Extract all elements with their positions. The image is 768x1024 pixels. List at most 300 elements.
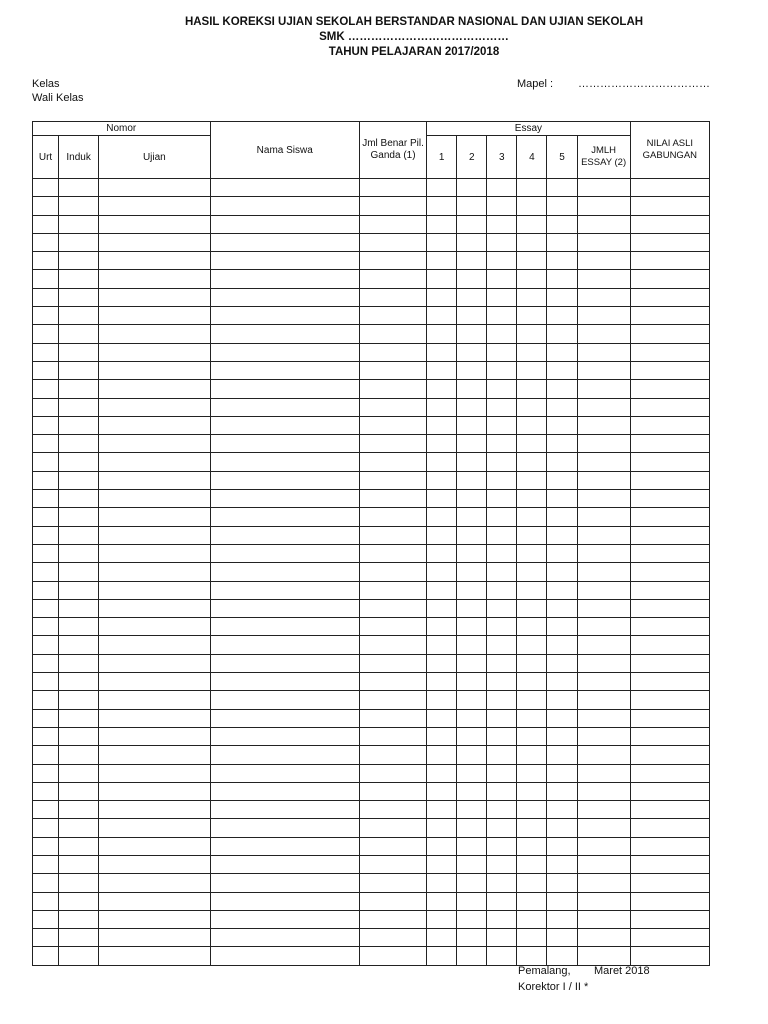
table-cell xyxy=(33,233,59,251)
table-cell xyxy=(630,179,709,197)
table-cell xyxy=(359,801,426,819)
table-cell xyxy=(517,490,547,508)
table-cell xyxy=(517,471,547,489)
table-cell xyxy=(630,746,709,764)
table-cell xyxy=(457,252,487,270)
table-cell xyxy=(59,910,99,928)
table-cell xyxy=(59,490,99,508)
table-cell xyxy=(99,727,210,745)
table-cell xyxy=(59,746,99,764)
table-cell xyxy=(210,947,359,965)
table-cell xyxy=(59,636,99,654)
table-cell xyxy=(359,453,426,471)
table-cell xyxy=(517,307,547,325)
table-cell xyxy=(457,691,487,709)
table-cell xyxy=(59,380,99,398)
table-cell xyxy=(547,453,577,471)
table-cell xyxy=(517,398,547,416)
table-cell xyxy=(577,599,630,617)
table-cell xyxy=(457,801,487,819)
table-cell xyxy=(359,581,426,599)
table-cell xyxy=(210,636,359,654)
table-cell xyxy=(427,855,457,873)
table-cell xyxy=(547,691,577,709)
table-cell xyxy=(427,197,457,215)
table-cell xyxy=(547,801,577,819)
table-cell xyxy=(359,874,426,892)
table-cell xyxy=(577,855,630,873)
table-cell xyxy=(457,599,487,617)
table-cell xyxy=(577,673,630,691)
table-cell xyxy=(577,343,630,361)
table-cell xyxy=(99,288,210,306)
table-cell xyxy=(630,855,709,873)
table-row xyxy=(33,215,710,233)
table-cell xyxy=(547,599,577,617)
table-cell xyxy=(59,874,99,892)
table-cell xyxy=(99,453,210,471)
table-cell xyxy=(547,746,577,764)
table-cell xyxy=(457,874,487,892)
table-cell xyxy=(487,636,517,654)
table-cell xyxy=(33,654,59,672)
table-cell xyxy=(457,581,487,599)
table-cell xyxy=(359,398,426,416)
table-cell xyxy=(427,343,457,361)
table-cell xyxy=(427,599,457,617)
table-cell xyxy=(547,416,577,434)
table-cell xyxy=(487,581,517,599)
table-cell xyxy=(577,215,630,233)
table-cell xyxy=(630,618,709,636)
table-cell xyxy=(99,435,210,453)
table-cell xyxy=(630,398,709,416)
table-cell xyxy=(359,947,426,965)
table-cell xyxy=(99,416,210,434)
table-cell xyxy=(210,673,359,691)
table-cell xyxy=(359,435,426,453)
table-cell xyxy=(547,307,577,325)
table-cell xyxy=(59,471,99,489)
table-row xyxy=(33,361,710,379)
table-cell xyxy=(487,380,517,398)
table-cell xyxy=(547,288,577,306)
table-cell xyxy=(487,453,517,471)
table-cell xyxy=(99,819,210,837)
table-cell xyxy=(99,343,210,361)
table-cell xyxy=(487,746,517,764)
table-cell xyxy=(487,197,517,215)
table-cell xyxy=(210,416,359,434)
table-cell xyxy=(547,819,577,837)
table-cell xyxy=(99,654,210,672)
table-cell xyxy=(577,910,630,928)
table-cell xyxy=(630,819,709,837)
table-cell xyxy=(457,416,487,434)
table-cell xyxy=(487,709,517,727)
table-cell xyxy=(427,435,457,453)
table-cell xyxy=(99,233,210,251)
table-cell xyxy=(59,929,99,947)
table-cell xyxy=(210,654,359,672)
table-cell xyxy=(547,673,577,691)
table-cell xyxy=(59,563,99,581)
table-cell xyxy=(99,618,210,636)
table-row xyxy=(33,764,710,782)
table-cell xyxy=(427,709,457,727)
table-cell xyxy=(457,233,487,251)
table-cell xyxy=(517,270,547,288)
table-cell xyxy=(427,691,457,709)
table-cell xyxy=(359,233,426,251)
table-cell xyxy=(427,453,457,471)
table-cell xyxy=(33,764,59,782)
table-cell xyxy=(517,343,547,361)
table-cell xyxy=(630,691,709,709)
table-cell xyxy=(59,416,99,434)
table-cell xyxy=(33,746,59,764)
table-cell xyxy=(517,654,547,672)
table-cell xyxy=(359,673,426,691)
table-cell xyxy=(210,325,359,343)
table-cell xyxy=(547,929,577,947)
table-cell xyxy=(59,709,99,727)
table-cell xyxy=(210,435,359,453)
table-cell xyxy=(630,453,709,471)
table-cell xyxy=(33,727,59,745)
table-cell xyxy=(427,581,457,599)
table-cell xyxy=(59,508,99,526)
table-cell xyxy=(577,709,630,727)
header-essay-2: 2 xyxy=(457,136,487,179)
table-cell xyxy=(457,892,487,910)
table-row xyxy=(33,398,710,416)
table-cell xyxy=(487,910,517,928)
table-cell xyxy=(547,636,577,654)
table-cell xyxy=(630,361,709,379)
table-cell xyxy=(457,746,487,764)
table-cell xyxy=(359,654,426,672)
table-cell xyxy=(59,618,99,636)
table-cell xyxy=(547,215,577,233)
table-cell xyxy=(59,819,99,837)
table-row xyxy=(33,325,710,343)
table-cell xyxy=(427,288,457,306)
table-cell xyxy=(457,929,487,947)
table-cell xyxy=(457,727,487,745)
table-cell xyxy=(547,325,577,343)
table-cell xyxy=(359,837,426,855)
table-cell xyxy=(487,782,517,800)
table-cell xyxy=(577,929,630,947)
header-jmlh-essay: JMLH ESSAY (2) xyxy=(577,136,630,179)
table-cell xyxy=(427,764,457,782)
table-cell xyxy=(517,727,547,745)
table-cell xyxy=(59,654,99,672)
table-cell xyxy=(487,563,517,581)
table-cell xyxy=(359,618,426,636)
table-row xyxy=(33,179,710,197)
table-cell xyxy=(210,215,359,233)
table-cell xyxy=(33,691,59,709)
table-cell xyxy=(99,581,210,599)
table-cell xyxy=(577,471,630,489)
table-cell xyxy=(59,398,99,416)
table-cell xyxy=(359,563,426,581)
table-cell xyxy=(457,215,487,233)
table-cell xyxy=(33,380,59,398)
header-essay-5: 5 xyxy=(547,136,577,179)
table-row xyxy=(33,727,710,745)
table-cell xyxy=(457,855,487,873)
table-cell xyxy=(33,490,59,508)
table-cell xyxy=(99,709,210,727)
table-cell xyxy=(547,233,577,251)
table-cell xyxy=(33,288,59,306)
table-cell xyxy=(517,855,547,873)
table-cell xyxy=(359,764,426,782)
table-cell xyxy=(33,270,59,288)
table-cell xyxy=(33,910,59,928)
table-cell xyxy=(59,288,99,306)
table-cell xyxy=(457,361,487,379)
table-cell xyxy=(630,435,709,453)
table-cell xyxy=(517,801,547,819)
table-cell xyxy=(210,746,359,764)
table-cell xyxy=(427,910,457,928)
table-cell xyxy=(427,416,457,434)
table-cell xyxy=(547,709,577,727)
table-cell xyxy=(210,581,359,599)
header-nama-siswa: Nama Siswa xyxy=(210,122,359,179)
table-cell xyxy=(427,618,457,636)
table-cell xyxy=(59,837,99,855)
table-cell xyxy=(99,764,210,782)
table-row xyxy=(33,892,710,910)
table-cell xyxy=(99,929,210,947)
table-cell xyxy=(487,837,517,855)
table-cell xyxy=(517,947,547,965)
kelas-label: Kelas xyxy=(32,78,60,90)
table-cell xyxy=(577,544,630,562)
table-cell xyxy=(577,398,630,416)
table-cell xyxy=(577,325,630,343)
table-row xyxy=(33,874,710,892)
table-cell xyxy=(517,288,547,306)
table-cell xyxy=(517,618,547,636)
table-row xyxy=(33,453,710,471)
table-cell xyxy=(33,837,59,855)
table-cell xyxy=(487,508,517,526)
header-induk: Induk xyxy=(59,136,99,179)
table-cell xyxy=(59,435,99,453)
table-cell xyxy=(577,252,630,270)
table-cell xyxy=(487,801,517,819)
table-cell xyxy=(210,380,359,398)
table-cell xyxy=(547,764,577,782)
header-jml-benar: Jml Benar Pil. Ganda (1) xyxy=(359,122,426,179)
table-cell xyxy=(33,874,59,892)
table-cell xyxy=(359,471,426,489)
table-row xyxy=(33,929,710,947)
table-cell xyxy=(33,782,59,800)
table-cell xyxy=(427,782,457,800)
header-essay-1: 1 xyxy=(427,136,457,179)
table-cell xyxy=(517,252,547,270)
table-cell xyxy=(210,270,359,288)
table-cell xyxy=(427,654,457,672)
table-cell xyxy=(210,361,359,379)
table-cell xyxy=(210,252,359,270)
table-cell xyxy=(577,618,630,636)
table-cell xyxy=(577,727,630,745)
table-cell xyxy=(547,855,577,873)
table-cell xyxy=(630,288,709,306)
table-cell xyxy=(59,361,99,379)
table-cell xyxy=(487,325,517,343)
table-cell xyxy=(210,544,359,562)
table-cell xyxy=(210,727,359,745)
table-cell xyxy=(577,526,630,544)
table-row xyxy=(33,563,710,581)
table-cell xyxy=(630,654,709,672)
table-cell xyxy=(630,270,709,288)
table-cell xyxy=(427,307,457,325)
table-row xyxy=(33,636,710,654)
table-cell xyxy=(359,892,426,910)
table-cell xyxy=(457,508,487,526)
table-cell xyxy=(457,380,487,398)
table-row xyxy=(33,252,710,270)
table-cell xyxy=(359,746,426,764)
table-cell xyxy=(487,270,517,288)
table-row xyxy=(33,435,710,453)
table-cell xyxy=(33,709,59,727)
table-cell xyxy=(547,361,577,379)
table-cell xyxy=(577,947,630,965)
table-cell xyxy=(577,636,630,654)
table-cell xyxy=(630,307,709,325)
table-cell xyxy=(427,398,457,416)
footer-korektor: Korektor I / II * xyxy=(518,981,589,993)
table-cell xyxy=(210,179,359,197)
table-cell xyxy=(457,453,487,471)
table-cell xyxy=(33,544,59,562)
table-cell xyxy=(517,361,547,379)
table-cell xyxy=(99,361,210,379)
table-cell xyxy=(487,727,517,745)
table-cell xyxy=(457,471,487,489)
table-cell xyxy=(517,764,547,782)
table-cell xyxy=(210,398,359,416)
table-row xyxy=(33,837,710,855)
table-cell xyxy=(210,288,359,306)
table-cell xyxy=(59,179,99,197)
table-cell xyxy=(359,508,426,526)
table-row xyxy=(33,380,710,398)
table-cell xyxy=(59,691,99,709)
table-cell xyxy=(359,179,426,197)
table-cell xyxy=(547,782,577,800)
table-cell xyxy=(359,709,426,727)
table-cell xyxy=(359,380,426,398)
table-cell xyxy=(547,526,577,544)
table-cell xyxy=(210,508,359,526)
table-row xyxy=(33,343,710,361)
table-cell xyxy=(99,380,210,398)
table-cell xyxy=(59,782,99,800)
table-cell xyxy=(99,398,210,416)
table-cell xyxy=(487,691,517,709)
table-row xyxy=(33,197,710,215)
table-cell xyxy=(517,544,547,562)
table-cell xyxy=(33,471,59,489)
table-cell xyxy=(359,636,426,654)
table-cell xyxy=(359,782,426,800)
table-cell xyxy=(630,837,709,855)
table-cell xyxy=(210,819,359,837)
table-body xyxy=(33,179,710,966)
table-cell xyxy=(457,819,487,837)
table-cell xyxy=(547,837,577,855)
table-cell xyxy=(630,490,709,508)
table-cell xyxy=(457,673,487,691)
table-cell xyxy=(210,599,359,617)
table-cell xyxy=(33,325,59,343)
table-cell xyxy=(630,782,709,800)
table-cell xyxy=(99,801,210,819)
table-row xyxy=(33,855,710,873)
table-cell xyxy=(517,197,547,215)
table-cell xyxy=(99,874,210,892)
table-cell xyxy=(630,636,709,654)
table-cell xyxy=(59,727,99,745)
table-cell xyxy=(487,929,517,947)
table-cell xyxy=(630,581,709,599)
table-cell xyxy=(577,361,630,379)
table-cell xyxy=(59,252,99,270)
table-cell xyxy=(359,416,426,434)
table-cell xyxy=(99,544,210,562)
table-cell xyxy=(427,837,457,855)
table-cell xyxy=(487,398,517,416)
table-cell xyxy=(359,544,426,562)
table-cell xyxy=(457,490,487,508)
table-cell xyxy=(359,197,426,215)
table-cell xyxy=(427,727,457,745)
table-cell xyxy=(487,819,517,837)
table-cell xyxy=(577,270,630,288)
table-cell xyxy=(33,307,59,325)
table-cell xyxy=(99,947,210,965)
table-cell xyxy=(33,599,59,617)
wali-kelas-label: Wali Kelas xyxy=(32,92,84,104)
header-essay-4: 4 xyxy=(517,136,547,179)
table-cell xyxy=(517,416,547,434)
table-cell xyxy=(359,819,426,837)
table-cell xyxy=(210,563,359,581)
table-cell xyxy=(33,416,59,434)
table-cell xyxy=(487,215,517,233)
table-cell xyxy=(517,563,547,581)
table-row xyxy=(33,599,710,617)
mapel-label: Mapel : xyxy=(517,78,554,90)
table-cell xyxy=(577,197,630,215)
table-cell xyxy=(427,471,457,489)
table-cell xyxy=(427,929,457,947)
table-row xyxy=(33,288,710,306)
table-cell xyxy=(59,526,99,544)
